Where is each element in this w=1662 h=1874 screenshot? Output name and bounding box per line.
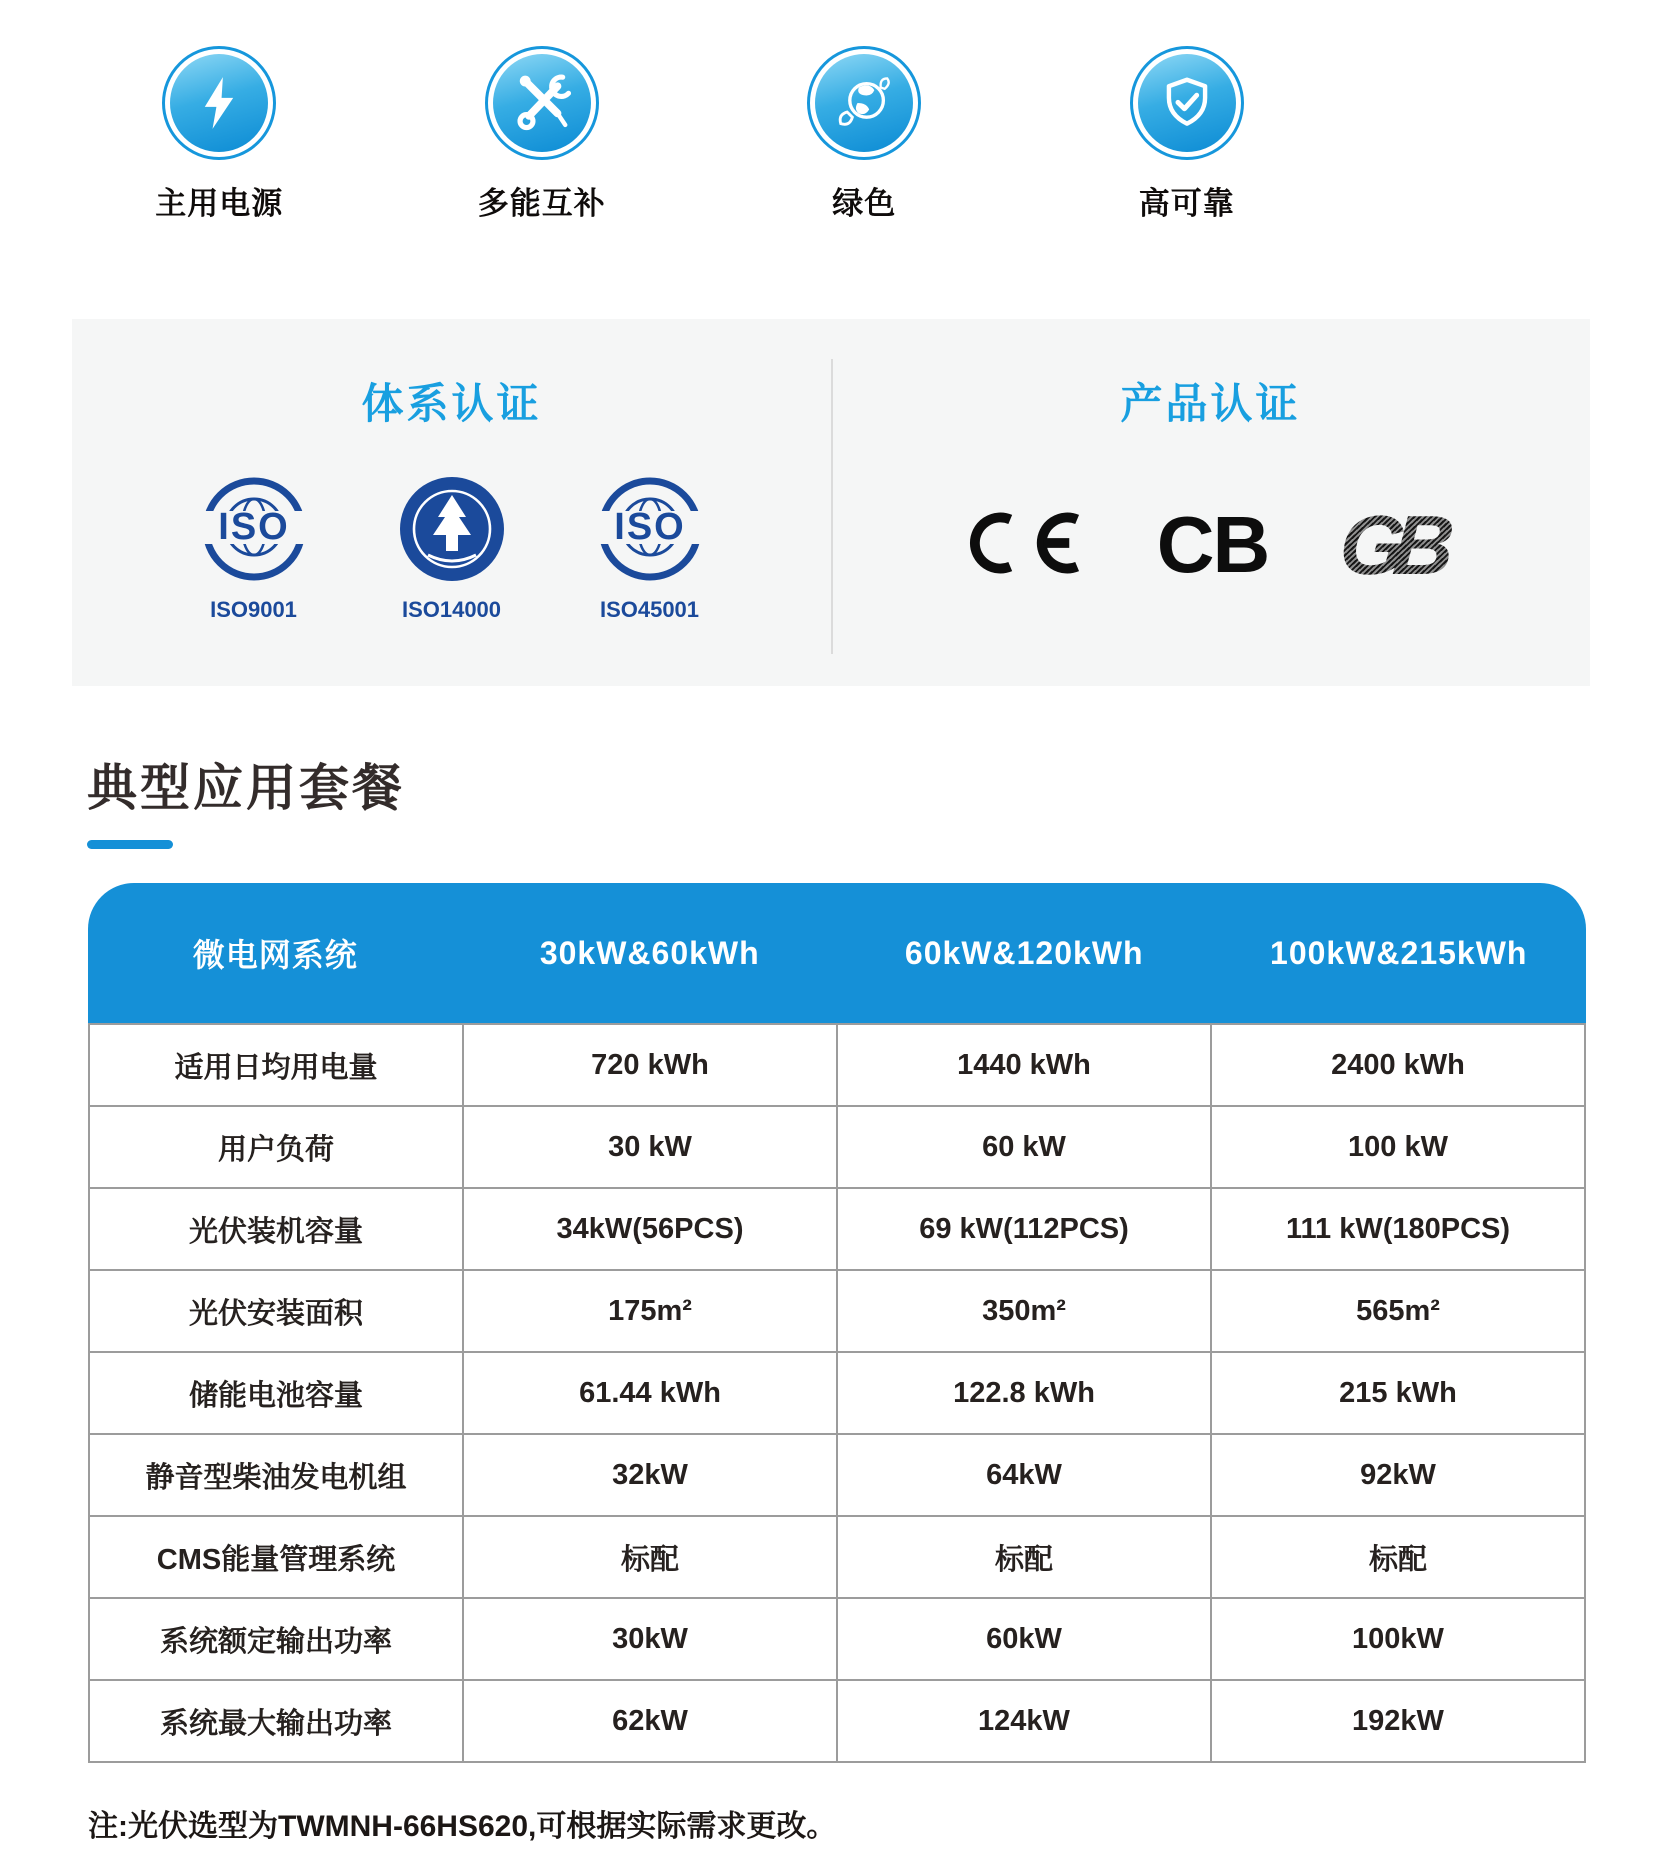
table-body (88, 1023, 1586, 1763)
row-label: 系统最大输出功率 (90, 1681, 462, 1761)
row-value: 100kW (1212, 1599, 1584, 1679)
row-value: 61.44 kWh (464, 1353, 836, 1433)
iso14000-label: ISO14000 (401, 597, 502, 622)
section-head (87, 748, 1662, 849)
feature-row (58, 46, 1348, 223)
certification-panel (72, 319, 1590, 686)
row-value: 192kW (1212, 1681, 1584, 1761)
row-label: 用户负荷 (90, 1107, 462, 1187)
gb-mark: GB (1337, 503, 1457, 587)
system-cert-logos (179, 469, 725, 623)
row-value: 92kW (1212, 1435, 1584, 1515)
section-title: 典型应用套餐 (87, 760, 405, 816)
cb-mark: CB (1156, 500, 1269, 589)
header-pkg-100: 100kW&215kWh (1270, 934, 1528, 971)
feature-label: 主用电源 (155, 186, 284, 221)
table-header-row (88, 883, 1586, 1023)
row-value: 62kW (464, 1681, 836, 1761)
iso9001-badge (179, 469, 329, 623)
row-value: 30kW (464, 1599, 836, 1679)
row-label: CMS能量管理系统 (90, 1517, 462, 1597)
iso9001-label: ISO9001 (210, 597, 297, 622)
row-label: 光伏安装面积 (90, 1271, 462, 1351)
row-value: 60kW (838, 1599, 1210, 1679)
system-certification (72, 319, 831, 686)
iso-seal-icon (194, 469, 314, 589)
row-label: 适用日均用电量 (90, 1025, 462, 1105)
vertical-divider (831, 359, 833, 654)
feature-label: 绿色 (832, 186, 897, 221)
row-value: 60 kW (838, 1107, 1210, 1187)
feature-green (703, 46, 1026, 223)
row-value: 69 kW(112PCS) (838, 1189, 1210, 1269)
ce-mark-icon (967, 511, 1085, 580)
iso45001-badge (575, 469, 725, 623)
row-label: 系统额定输出功率 (90, 1599, 462, 1679)
row-value: 100 kW (1212, 1107, 1584, 1187)
feature-main-power (58, 46, 381, 223)
feature-multi-energy (381, 46, 704, 223)
title-underline-bar (87, 840, 173, 849)
header-pkg-60: 60kW&120kWh (904, 934, 1144, 971)
iso-seal-icon (590, 469, 710, 589)
header-system: 微电网系统 (192, 937, 358, 973)
row-value: 32kW (464, 1435, 836, 1515)
iso14000-badge (377, 469, 527, 623)
product-cert-logos (967, 498, 1455, 592)
row-label: 光伏装机容量 (90, 1189, 462, 1269)
product-certification (831, 319, 1590, 686)
header-pkg-30: 30kW&60kWh (539, 934, 760, 971)
system-cert-title: 体系认证 (361, 380, 542, 427)
row-label: 储能电池容量 (90, 1353, 462, 1433)
feature-label: 高可靠 (1138, 186, 1235, 221)
row-value: 64kW (838, 1435, 1210, 1515)
row-value: 标配 (464, 1517, 836, 1597)
row-value: 720 kWh (464, 1025, 836, 1105)
packages-table (88, 883, 1586, 1763)
feature-label: 多能互补 (477, 186, 606, 221)
row-value: 122.8 kWh (838, 1353, 1210, 1433)
row-value: 215 kWh (1212, 1353, 1584, 1433)
row-value: 1440 kWh (838, 1025, 1210, 1105)
row-value: 111 kW(180PCS) (1212, 1189, 1584, 1269)
iso45001-label: ISO45001 (599, 597, 700, 622)
row-value: 175m² (464, 1271, 836, 1351)
row-value: 标配 (838, 1517, 1210, 1597)
tools-icon (485, 46, 599, 160)
product-cert-title: 产品认证 (1120, 380, 1301, 427)
lightning-icon (162, 46, 276, 160)
row-value: 标配 (1212, 1517, 1584, 1597)
row-value: 565m² (1212, 1271, 1584, 1351)
feature-reliable (1026, 46, 1349, 223)
row-value: 30 kW (464, 1107, 836, 1187)
svg-text:ISO: ISO (217, 506, 290, 548)
svg-text:ISO: ISO (613, 506, 686, 548)
footnote: 注:光伏选型为TWMNH-66HS620,可根据实际需求更改。 (88, 1810, 837, 1843)
row-value: 34kW(56PCS) (464, 1189, 836, 1269)
shield-check-icon (1130, 46, 1244, 160)
row-value: 2400 kWh (1212, 1025, 1584, 1105)
row-value: 350m² (838, 1271, 1210, 1351)
iso14000-seal-icon (392, 469, 512, 589)
row-value: 124kW (838, 1681, 1210, 1761)
globe-leaf-icon (807, 46, 921, 160)
row-label: 静音型柴油发电机组 (90, 1435, 462, 1515)
